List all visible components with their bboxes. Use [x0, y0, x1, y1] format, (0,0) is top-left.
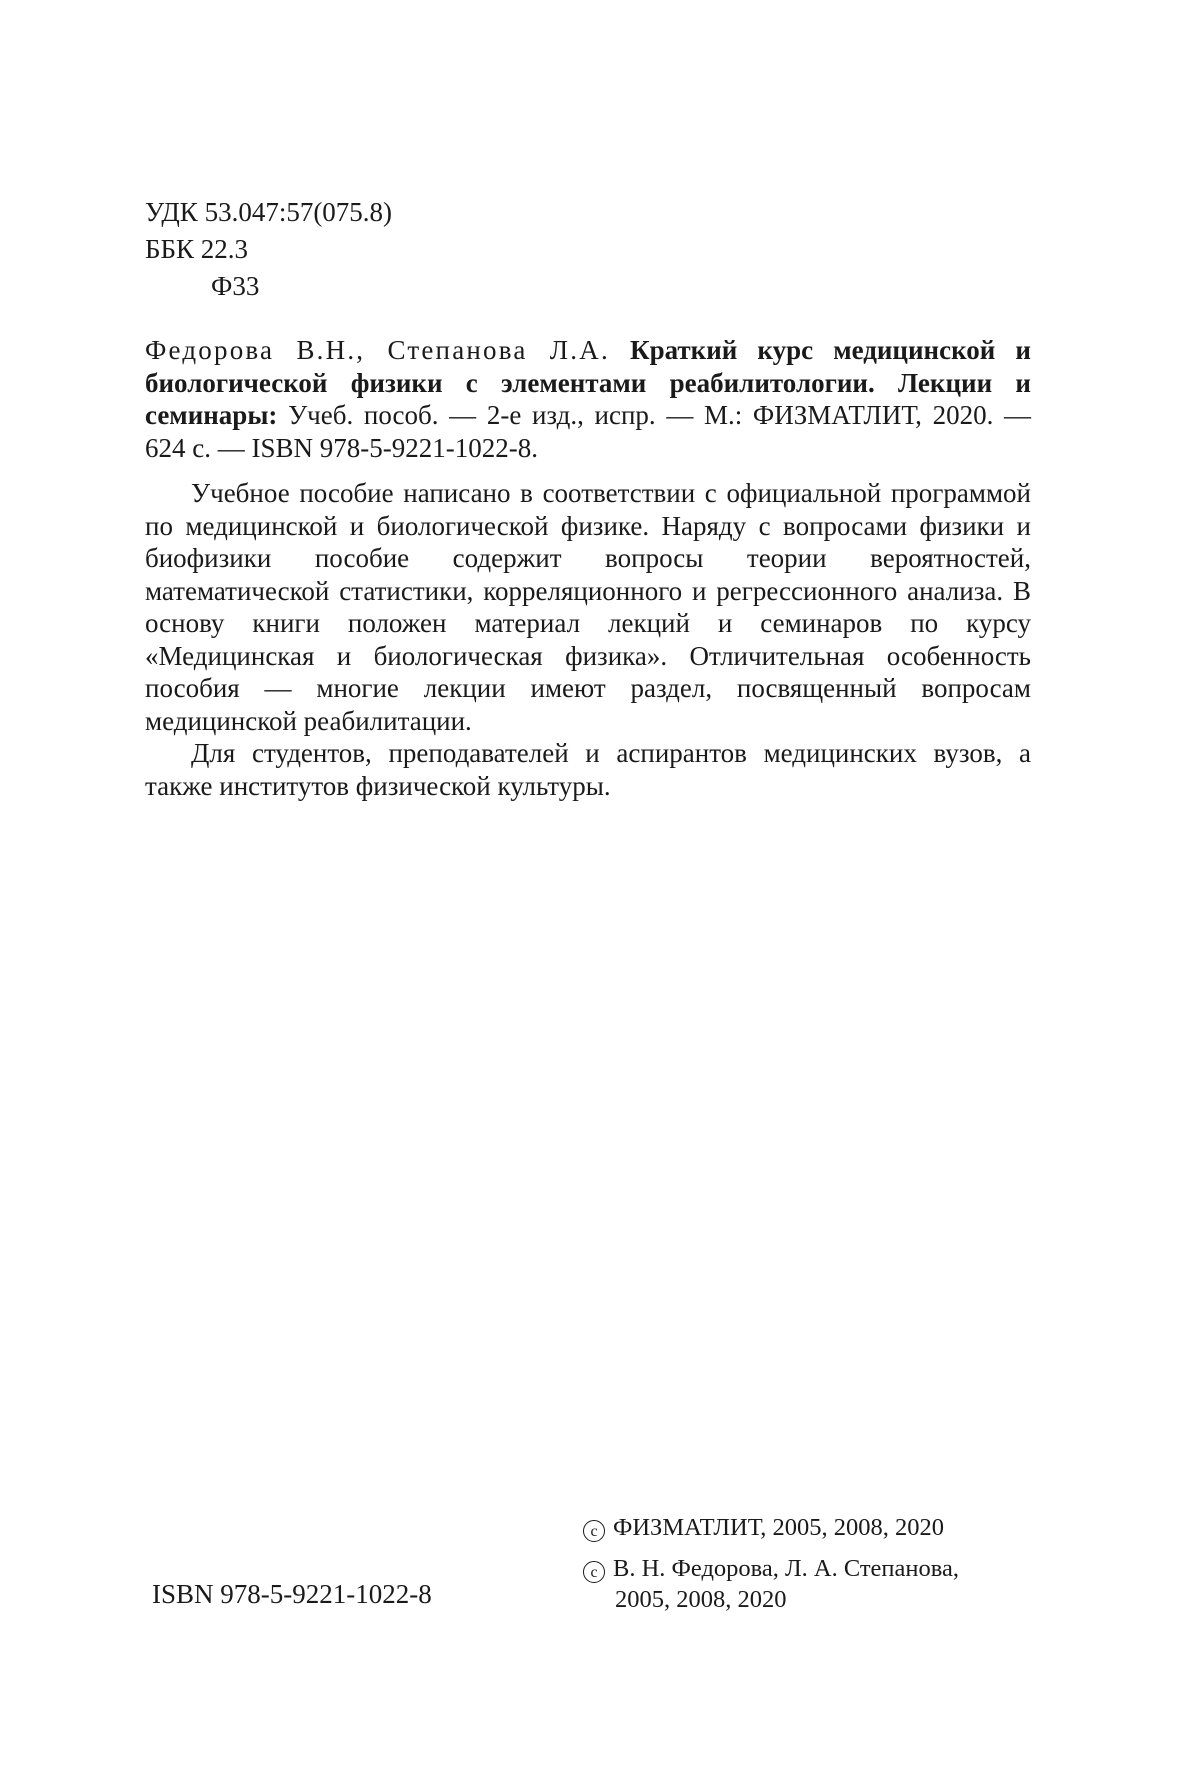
audience-paragraph: Для студентов, преподавателей и аспирантов медицинских вузов, а также институтов физической культуры. [145, 738, 1031, 801]
authors-copyright-text: В. Н. Федорова, Л. А. Степанова, [613, 1555, 960, 1582]
copyright-icon: c [583, 1520, 605, 1542]
authors-copyright-years: 2005, 2008, 2020 [615, 1586, 787, 1613]
book-title: Краткий курс медицинской и биологической физики с элементами реабилитологии. Лекции и семинары: [145, 335, 1031, 430]
publisher-copyright [583, 1512, 959, 1543]
bibliographic-entry [145, 334, 1031, 464]
authors-copyright [583, 1553, 959, 1615]
copyright-icon: c [583, 1561, 605, 1583]
author-mark: Ф33 [211, 271, 260, 301]
book-details: Учеб. пособ. — 2-е изд., испр. — М.: ФИЗМАТЛИТ, 2020. — 624 с. — ISBN 978-5-9221-1022-8. [145, 400, 1031, 463]
annotation [145, 477, 1031, 802]
publisher-copyright-text: ФИЗМАТЛИТ, 2005, 2008, 2020 [613, 1514, 944, 1541]
copyright-block [583, 1512, 959, 1615]
isbn-number: ISBN 978-5-9221-1022-8 [152, 1579, 432, 1609]
bbk-code: ББК 22.3 [145, 234, 249, 264]
annotation-paragraph: Учебное пособие написано в соответствии с официальной программой по медицинской и биологической физике. Наряду с вопросами физики и биофизики пособие содержит вопросы теории вероятностей, математической статистики, корреляционного и регрессионного анализа. В основу книги положен материал лекций и семинаров по курсу «Медицинская и биологическая физика». Отличительная особенность пособия — многие лекции имеют раздел, посвященный вопросам медицинской реабилитации. [145, 478, 1031, 736]
udk-code: УДК 53.047:57(075.8) [145, 197, 393, 227]
book-authors: Федорова В.Н., Степанова Л.А. [145, 335, 610, 365]
classification-block [145, 194, 392, 305]
